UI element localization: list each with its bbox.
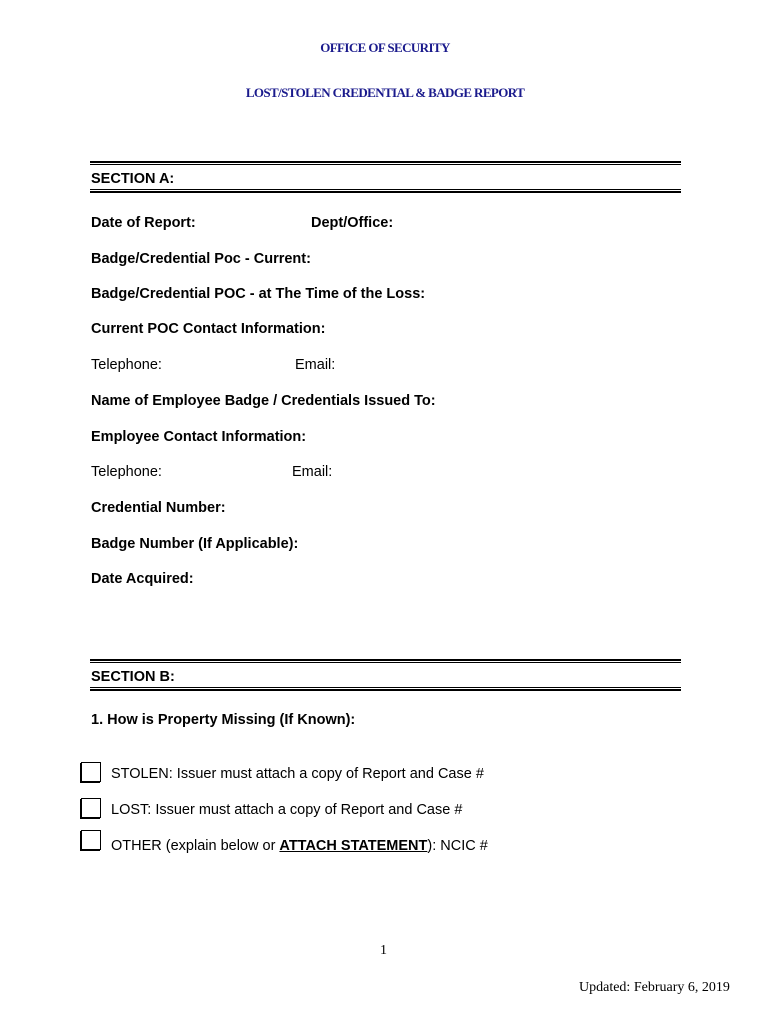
credential-number-label: Credential Number: — [91, 500, 226, 516]
badge-number-label: Badge Number (If Applicable): — [91, 536, 299, 552]
property-missing-question: 1. How is Property Missing (If Known): — [91, 712, 356, 728]
dept-office-label: Dept/Office: — [311, 215, 394, 231]
section-b-bottom-rule — [90, 687, 681, 691]
section-b-heading: SECTION B: — [91, 669, 175, 685]
stolen-option-label: STOLEN: Issuer must attach a copy of Report and Case # — [111, 766, 484, 782]
date-of-report-label: Date of Report: — [91, 215, 196, 231]
employee-email-label: Email: — [292, 464, 333, 480]
other-option-prefix: OTHER (explain below or — [111, 838, 280, 854]
section-a-top-rule — [90, 161, 681, 165]
poc-email-label: Email: — [295, 357, 336, 373]
employee-contact-label: Employee Contact Information: — [91, 429, 307, 445]
page-number: 1 — [380, 943, 387, 958]
section-a-bottom-rule — [90, 189, 681, 193]
poc-time-of-loss-label: Badge/Credential POC - at The Time of the Loss: — [91, 286, 426, 302]
lost-checkbox[interactable] — [81, 798, 101, 818]
attach-statement-emphasis: ATTACH STATEMENT — [279, 838, 428, 854]
lost-option-label: LOST: Issuer must attach a copy of Report and Case # — [111, 802, 463, 818]
poc-contact-label: Current POC Contact Information: — [91, 321, 326, 337]
stolen-checkbox[interactable] — [81, 762, 101, 782]
office-title: OFFICE OF SECURITY — [320, 40, 450, 55]
date-acquired-label: Date Acquired: — [91, 571, 194, 587]
section-a-heading: SECTION A: — [91, 171, 175, 187]
other-option-label — [111, 838, 488, 854]
poc-current-label: Badge/Credential Poc - Current: — [91, 251, 311, 267]
section-b-top-rule — [90, 659, 681, 663]
other-checkbox[interactable] — [81, 830, 101, 850]
other-option-suffix: ): NCIC # — [427, 838, 488, 854]
updated-date: Updated: February 6, 2019 — [579, 980, 730, 995]
employee-telephone-label: Telephone: — [91, 464, 162, 480]
poc-telephone-label: Telephone: — [91, 357, 162, 373]
employee-name-label: Name of Employee Badge / Credentials Issued To: — [91, 393, 436, 409]
report-title: LOST/STOLEN CREDENTIAL & BADGE REPORT — [245, 85, 525, 100]
